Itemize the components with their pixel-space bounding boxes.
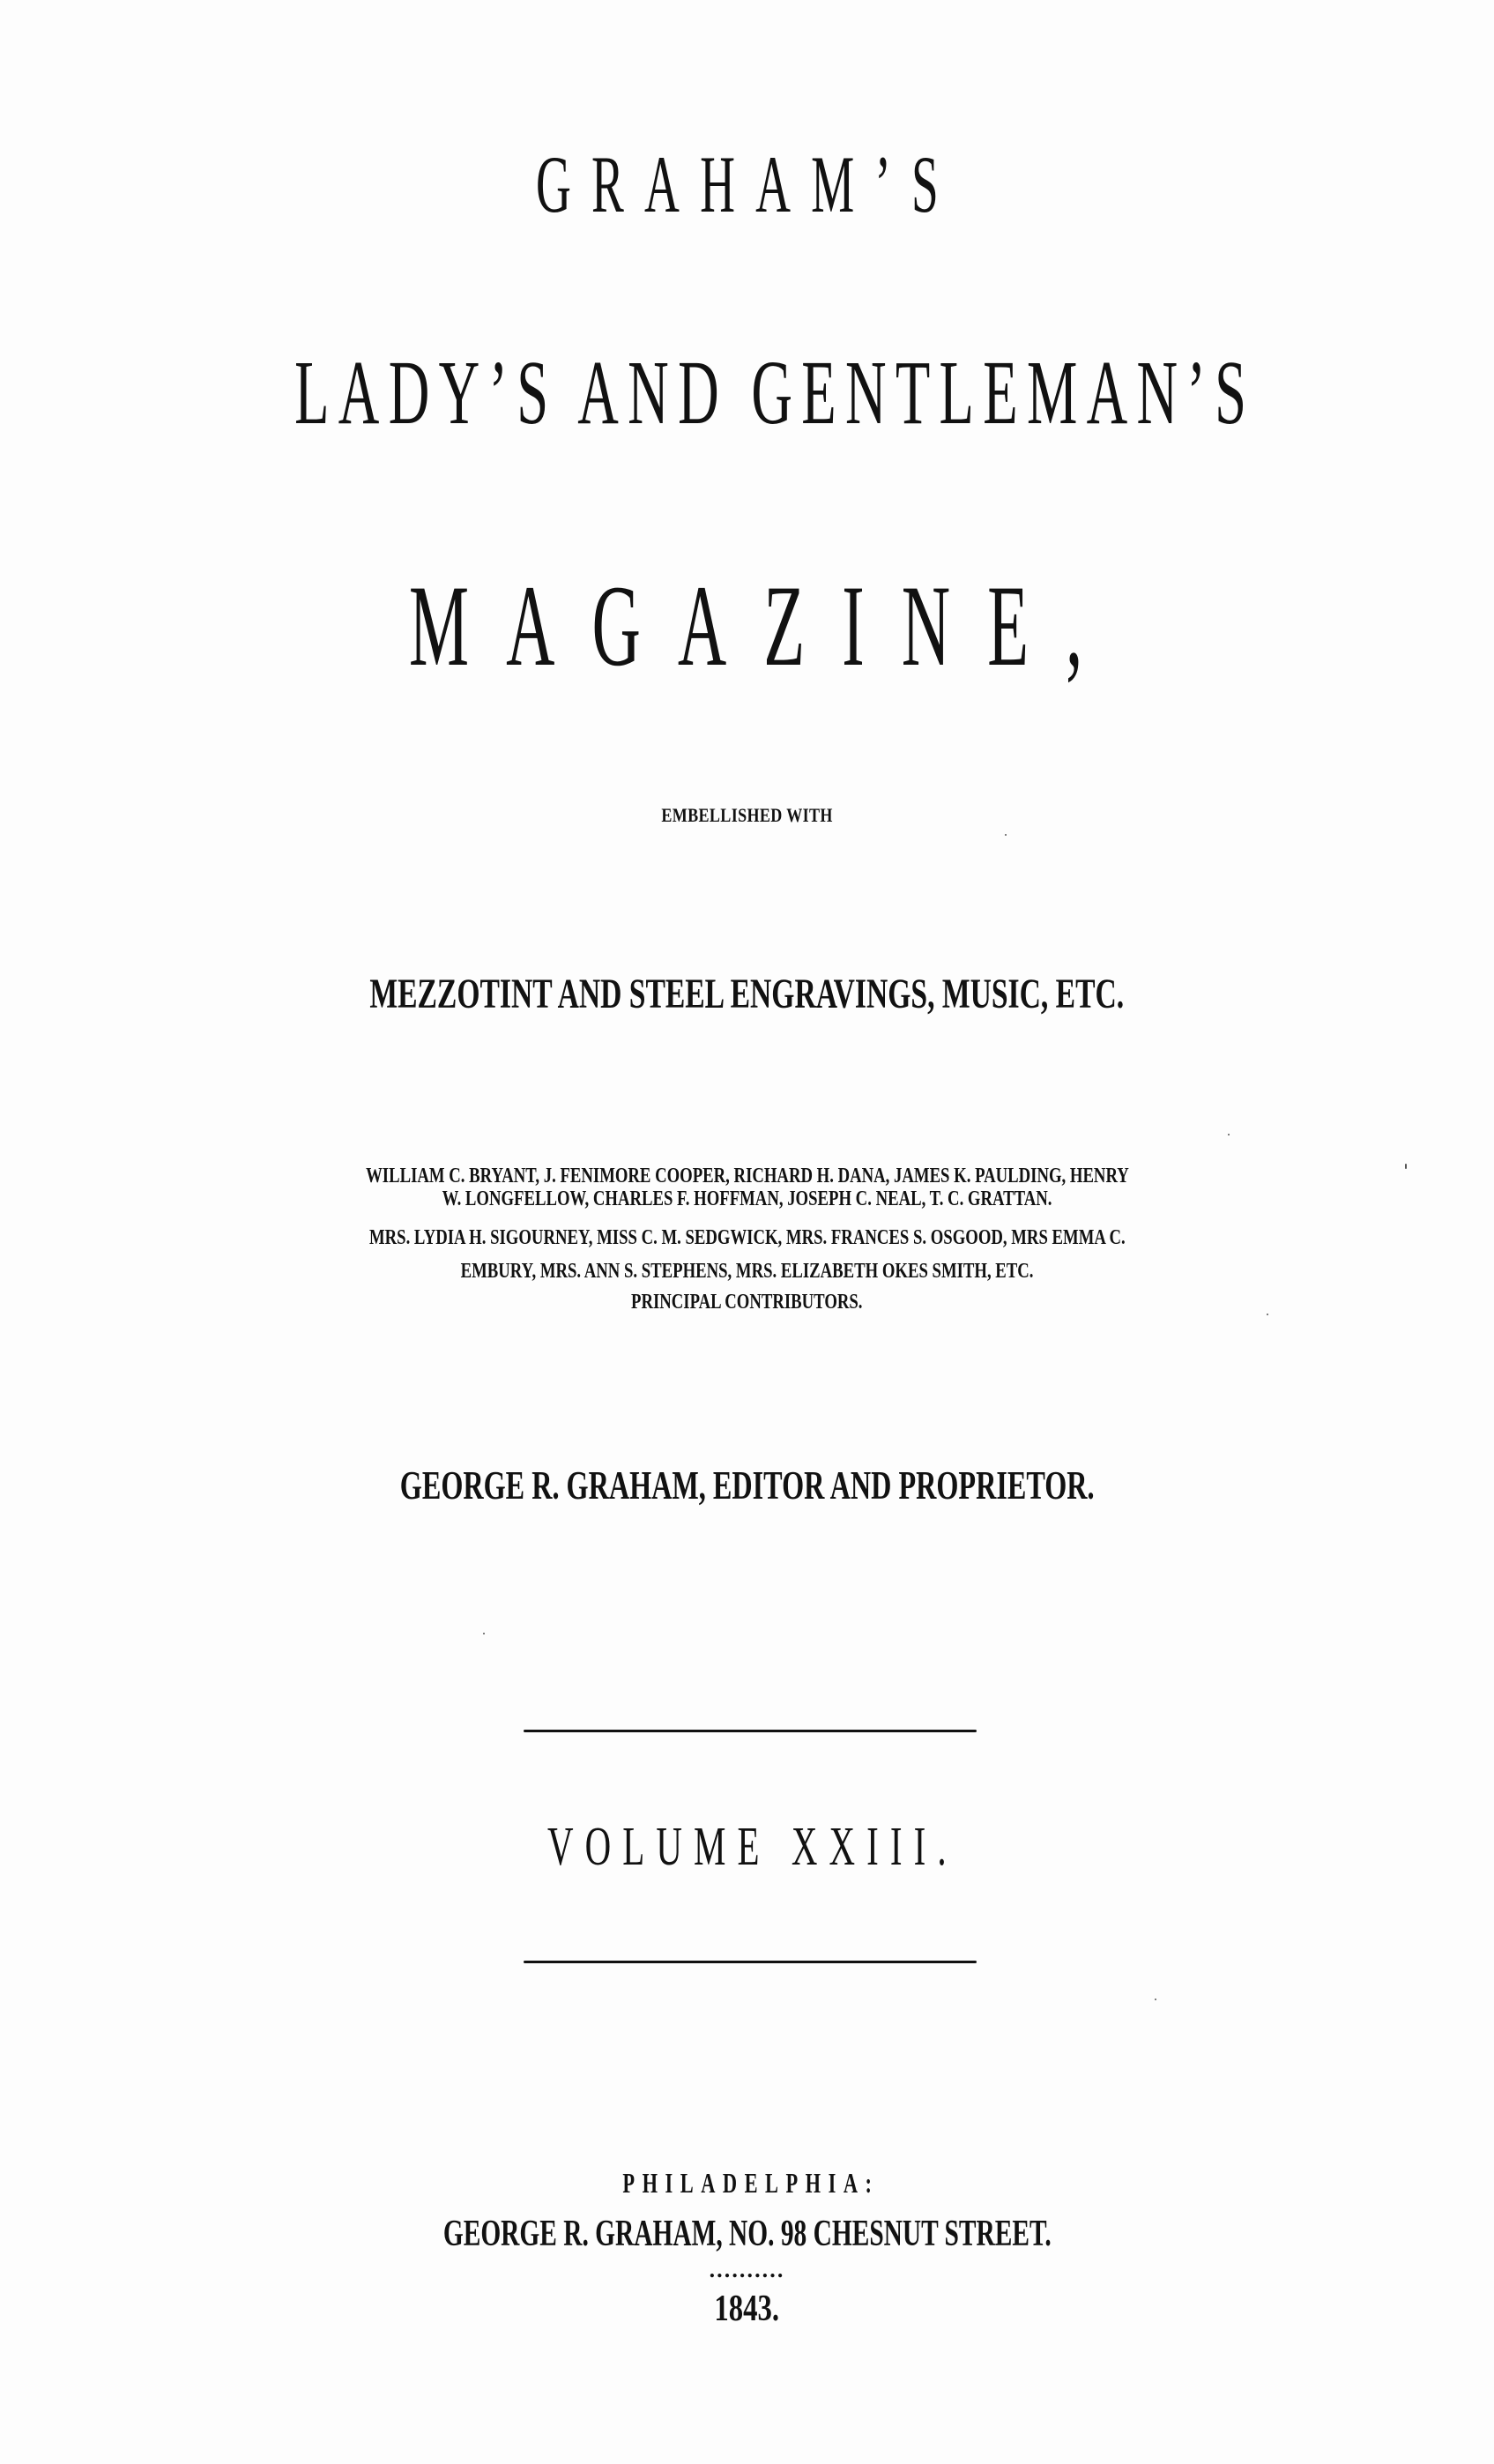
divider-rule-top xyxy=(524,1730,977,1732)
imprint-publisher xyxy=(0,2215,1494,2252)
scan-speck xyxy=(1267,1314,1268,1315)
imprint-year xyxy=(0,2290,1494,2327)
scan-speck xyxy=(1005,834,1007,836)
scan-speck xyxy=(1228,1134,1230,1135)
masthead-title-text: MAGAZINE, xyxy=(409,561,1120,690)
contributors-line-3 xyxy=(0,1227,1494,1248)
scan-speck xyxy=(1405,1164,1407,1169)
contributors-line-5 xyxy=(0,1292,1494,1313)
imprint-city xyxy=(0,2169,1494,2197)
masthead-grahams-text: GRAHAM’S xyxy=(535,139,959,229)
embellished-label xyxy=(0,806,1494,825)
contributors-text: MRS. LYDIA H. SIGOURNEY, MISS C. M. SEDGWICK, MRS. FRANCES S. OSGOOD, MRS EMMA C. xyxy=(368,1226,1126,1249)
imprint-year-text: 1843. xyxy=(714,2289,780,2329)
embellishments-line xyxy=(0,973,1494,1016)
imprint-publisher-text: GEORGE R. GRAHAM, NO. 98 CHESNUT STREET. xyxy=(442,2214,1052,2254)
scan-speck xyxy=(483,1633,485,1634)
contributors-line-4 xyxy=(0,1261,1494,1282)
contributors-text: EMBURY, MRS. ANN S. STEPHENS, MRS. ELIZABETH OKES SMITH, ETC. xyxy=(460,1260,1034,1283)
masthead-subtitle-text: LADY’S AND GENTLEMAN’S xyxy=(294,342,1256,443)
divider-rule-bottom xyxy=(524,1961,977,1963)
embellished-label-text: EMBELLISHED WITH xyxy=(661,804,833,826)
embellishments-text: MEZZOTINT AND STEEL ENGRAVINGS, MUSIC, ETC. xyxy=(369,971,1125,1017)
contributors-text: PRINCIPAL CONTRIBUTORS. xyxy=(631,1291,863,1314)
contributors-line-2 xyxy=(0,1188,1494,1210)
contributors-text: W. LONGFELLOW, CHARLES F. HOFFMAN, JOSEPH C. NEAL, T. C. GRATTAN. xyxy=(442,1187,1052,1210)
masthead-grahams xyxy=(0,139,1494,229)
dotted-ornament-text: .......... xyxy=(709,2257,785,2282)
masthead-subtitle xyxy=(0,342,1494,443)
contributors-text: WILLIAM C. BRYANT, J. FENIMORE COOPER, RICHARD H. DANA, JAMES K. PAULDING, HENRY xyxy=(365,1165,1129,1187)
imprint-city-text: PHILADELPHIA: xyxy=(622,2167,880,2199)
editor-text: GEORGE R. GRAHAM, EDITOR AND PROPRIETOR. xyxy=(399,1463,1095,1507)
contributors-line-1 xyxy=(0,1165,1494,1187)
editor-line xyxy=(0,1465,1494,1506)
dotted-ornament xyxy=(0,2259,1494,2282)
volume-line xyxy=(0,1817,1494,1877)
volume-text: VOLUME XXIII. xyxy=(546,1817,958,1877)
scan-speck xyxy=(1155,1999,1156,2000)
masthead-title xyxy=(0,561,1494,690)
